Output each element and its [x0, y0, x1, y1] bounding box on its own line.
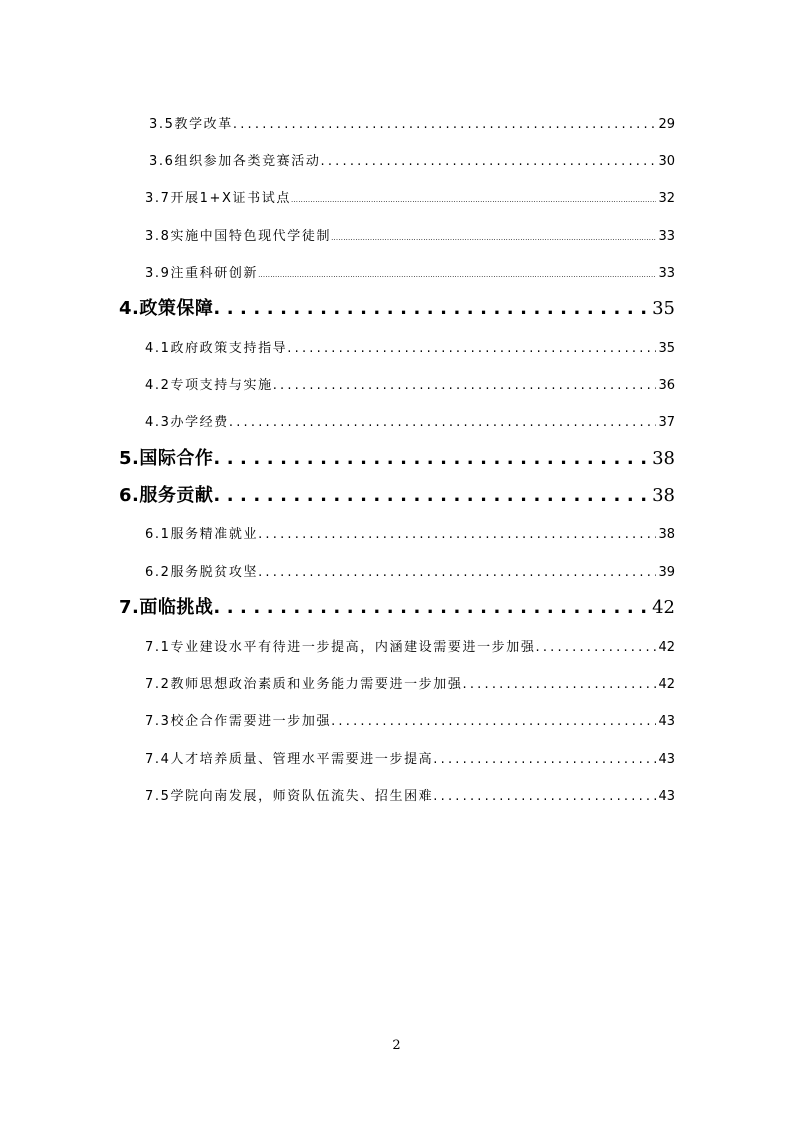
toc-entry-label: 6.1服务精准就业	[145, 527, 259, 542]
toc-entry-page: 42	[658, 640, 675, 655]
toc-leader-dots	[233, 117, 657, 132]
toc-entry-label: 3.9注重科研创新	[145, 266, 259, 281]
toc-entry-label: 7.5学院向南发展，师资队伍流失、招生困难	[145, 789, 434, 804]
toc-leader-dots	[258, 565, 656, 580]
toc-leader-dots	[535, 640, 656, 655]
toc-entry-page: 38	[658, 527, 675, 542]
toc-entry-page: 35	[652, 298, 675, 319]
toc-leader-dots	[462, 677, 656, 692]
toc-entry-label: 4.2专项支持与实施	[145, 378, 273, 393]
toc-leader-dots	[331, 229, 656, 244]
toc-entry-label: 6.服务贡献	[119, 485, 214, 506]
toc-entry-page: 32	[658, 191, 675, 206]
toc-entry-page: 33	[658, 229, 675, 244]
toc-entry-4[interactable]	[119, 294, 675, 320]
toc-entry-page: 38	[652, 485, 675, 506]
toc-entry-3-8[interactable]	[145, 225, 675, 244]
toc-entry-label: 3.5教学改革	[149, 117, 233, 132]
toc-entry-label: 4.1政府政策支持指导	[145, 341, 288, 356]
toc-leader-dots	[287, 341, 656, 356]
toc-entry-page: 42	[658, 677, 675, 692]
toc-entry-3-9[interactable]	[145, 262, 675, 281]
toc-entry-7-4[interactable]	[145, 748, 675, 767]
toc-leader-dots	[433, 789, 656, 804]
toc-leader-dots	[213, 298, 648, 319]
toc-entry-4-2[interactable]	[145, 374, 675, 393]
toc-leader-dots	[213, 485, 648, 506]
toc-entry-label: 3.7开展1+X证书试点	[145, 191, 291, 206]
toc-entry-label: 3.6组织参加各类竞赛活动	[149, 154, 321, 169]
toc-entry-7-5[interactable]	[145, 785, 675, 804]
toc-entry-page: 37	[658, 415, 675, 430]
toc-entry-label: 7.2教师思想政治素质和业务能力需要进一步加强	[145, 677, 463, 692]
toc-entry-page: 43	[658, 752, 675, 767]
toc-entry-label: 7.3校企合作需要进一步加强	[145, 714, 332, 729]
toc-entry-page: 36	[658, 378, 675, 393]
toc-entry-label: 3.8实施中国特色现代学徒制	[145, 229, 332, 244]
toc-entry-6-1[interactable]	[145, 523, 675, 542]
toc-leader-dots	[291, 191, 657, 206]
toc-leader-dots	[229, 415, 657, 430]
toc-entry-page: 35	[658, 341, 675, 356]
toc-leader-dots	[331, 714, 656, 729]
toc-entry-6-2[interactable]	[145, 561, 675, 580]
toc-leader-dots	[320, 154, 656, 169]
page-number: 2	[392, 1038, 401, 1053]
toc-entry-label: 4.3办学经费	[145, 415, 229, 430]
toc-leader-dots	[433, 752, 656, 767]
toc-entry-page: 33	[658, 266, 675, 281]
toc-entry-6[interactable]	[119, 481, 675, 507]
toc-leader-dots	[258, 527, 656, 542]
toc-entry-5[interactable]	[119, 444, 675, 470]
toc-entry-3-6[interactable]	[149, 150, 675, 169]
toc-entry-label: 4.政策保障	[119, 298, 214, 319]
toc-entry-page: 30	[658, 154, 675, 169]
toc-entry-7-3[interactable]	[145, 710, 675, 729]
toc-entry-label: 7.面临挑战	[119, 597, 214, 618]
toc-entry-page: 29	[658, 117, 675, 132]
toc-entry-page: 43	[658, 789, 675, 804]
toc-entry-3-7[interactable]	[145, 187, 675, 206]
toc-leader-dots	[213, 597, 648, 618]
toc-entry-label: 7.4人才培养质量、管理水平需要进一步提高	[145, 752, 434, 767]
toc-entry-page: 43	[658, 714, 675, 729]
toc-entry-label: 6.2服务脱贫攻坚	[145, 565, 259, 580]
toc-entry-3-5[interactable]	[149, 113, 675, 132]
toc-entry-page: 42	[652, 597, 675, 618]
toc-entry-page: 39	[658, 565, 675, 580]
toc-entry-7[interactable]	[119, 593, 675, 619]
toc-entry-4-1[interactable]	[145, 337, 675, 356]
toc-entry-4-3[interactable]	[145, 411, 675, 430]
toc-entry-label: 7.1专业建设水平有待进一步提高，内涵建设需要进一步加强	[145, 640, 536, 655]
toc-leader-dots	[258, 266, 656, 281]
toc-entry-7-1[interactable]	[145, 636, 675, 655]
toc-leader-dots	[213, 448, 648, 469]
toc-entry-label: 5.国际合作	[119, 448, 214, 469]
toc-entry-page: 38	[652, 448, 675, 469]
toc-leader-dots	[273, 378, 657, 393]
toc-entry-7-2[interactable]	[145, 673, 675, 692]
